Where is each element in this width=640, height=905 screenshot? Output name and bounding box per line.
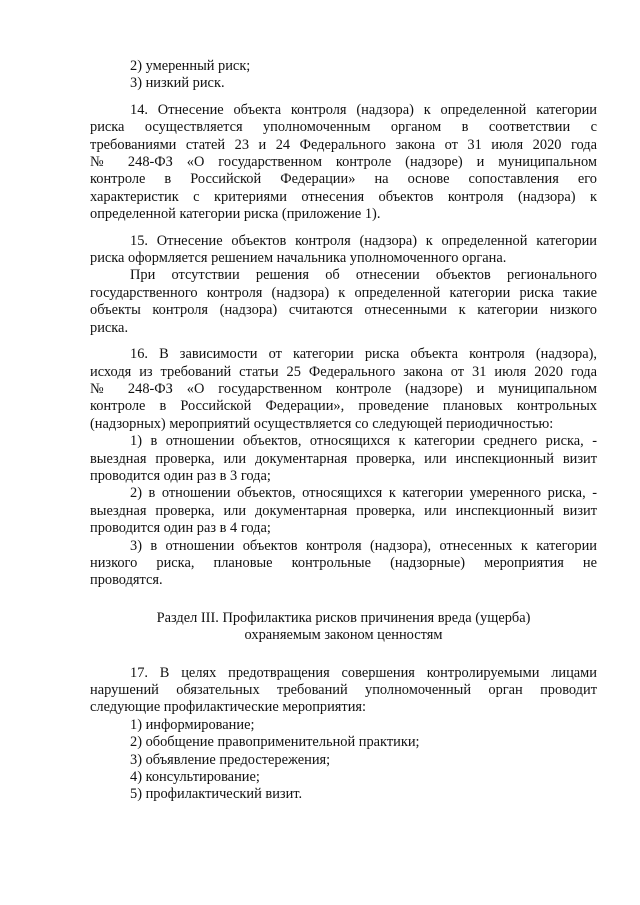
paragraph-line: 15. Отнесение объектов контроля (надзора) к определенной категории [130, 232, 597, 249]
paragraph-line: риска оформляется решением начальника уполномоченного органа. [90, 250, 507, 267]
paragraph-line: 16. В зависимости от категории риска объекта контроля (надзора), [130, 346, 597, 363]
paragraph-line: низкого риска, плановые контрольные (надзорные) мероприятия не [90, 554, 597, 571]
paragraph-line: проводится один раз в 4 года; [90, 520, 271, 537]
paragraph-14 [90, 102, 597, 224]
paragraph-line: нарушений обязательных требований уполномоченный орган проводит [90, 682, 597, 698]
paragraph-line: определенной категории риска (приложение 1). [90, 206, 381, 223]
paragraph-line: 3) в отношении объектов контроля (надзора), отнесенных к категории [130, 537, 597, 554]
paragraph-line: 1) в отношении объектов, относящихся к категории среднего риска, - [130, 433, 597, 450]
list-item: 1) информирование; [130, 716, 255, 733]
paragraph-line: проводится один раз в 3 года; [90, 467, 271, 484]
paragraph-line: 17. В целях предотвращения совершения контролируемыми лицами [130, 664, 597, 681]
section-heading [90, 610, 597, 645]
paragraph-line: характеристик с критериями отнесения объектов контроля (надзора) к [90, 188, 597, 205]
paragraph-line: выездная проверка, или документарная проверка, или инспекционный визит [90, 502, 597, 519]
list-item: 2) умеренный риск; [130, 58, 251, 74]
paragraph-line: следующие профилактические мероприятия: [90, 699, 367, 716]
paragraph-line: исходя из требований статьи 25 Федерального закона от 31 июля 2020 года [90, 363, 597, 380]
section-title-line: Раздел III. Профилактика рисков причинения вреда (ущерба) [156, 609, 531, 626]
paragraph-line: 14. Отнесение объекта контроля (надзора) к определенной категории [130, 101, 597, 118]
paragraph-line: контроле в Российской Федерации», проведение плановых контрольных [90, 398, 597, 415]
paragraph-line: 2) в отношении объектов, относящихся к категории умеренного риска, - [130, 485, 597, 502]
risk-list [90, 58, 597, 93]
paragraph-line: риска осуществляется уполномоченным органом в соответствии с [90, 119, 597, 136]
paragraph-17 [90, 665, 597, 804]
paragraph-line: контроле в Российской Федерации» на основе сопоставления его [90, 171, 597, 188]
paragraph-line: (надзорных) мероприятий осуществляется со следующей периодичностью: [90, 415, 554, 432]
list-item: 2) обобщение правоприменительной практики; [130, 734, 420, 751]
list-item: 3) низкий риск. [130, 75, 225, 92]
list-item: 3) объявление предостережения; [130, 751, 331, 768]
list-item: 4) консультирование; [130, 769, 260, 786]
paragraph-line: выездная проверка, или документарная проверка, или инспекционный визит [90, 450, 597, 467]
paragraph-15 [90, 233, 597, 337]
paragraph-line: № 248-ФЗ «О государственном контроле (надзоре) и муниципальном [90, 380, 597, 397]
paragraph-line: № 248-ФЗ «О государственном контроле (надзоре) и муниципальном [90, 154, 597, 171]
paragraph-line: При отсутствии решения об отнесении объектов регионального [130, 267, 597, 284]
paragraph-line: проводятся. [90, 572, 163, 589]
paragraph-16 [90, 346, 597, 590]
paragraph-line: риска. [90, 319, 129, 336]
paragraph-line: объекты контроля (надзора) считаются отнесенными к категории низкого [90, 302, 597, 319]
paragraph-line: государственного контроля (надзора) к определенной категории риска такие [90, 284, 597, 301]
section-title-line: охраняемым законом ценностям [244, 627, 443, 644]
list-item: 5) профилактический визит. [130, 786, 303, 803]
paragraph-line: требованиями статей 23 и 24 Федерального закона от 31 июля 2020 года [90, 136, 597, 153]
